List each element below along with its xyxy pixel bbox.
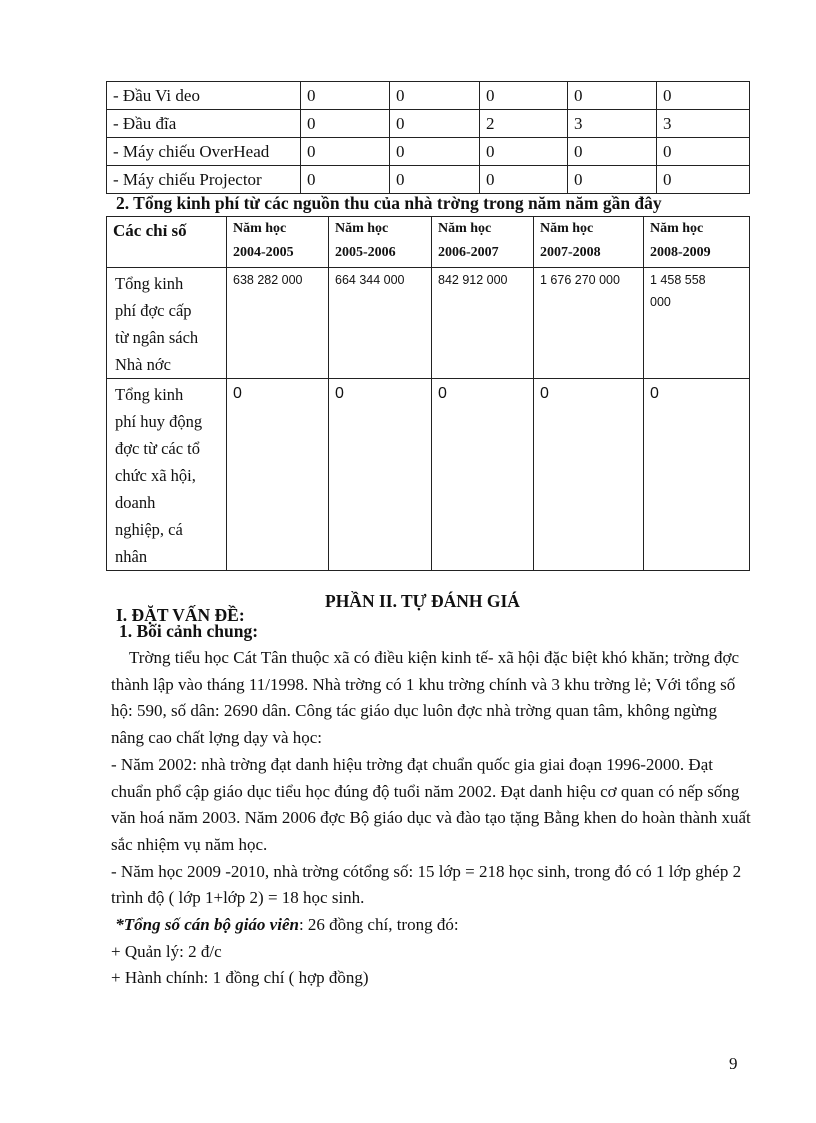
- staff-label: *Tổng số cán bộ giáo viên: [115, 915, 299, 935]
- section-heading: I. ĐẶT VẤN ĐỀ:: [116, 605, 245, 625]
- table-cell: 0: [432, 379, 534, 571]
- row-label-line: nhân: [115, 547, 148, 566]
- table-cell: 0: [390, 110, 480, 138]
- page-number: 9: [729, 1054, 738, 1073]
- staff-text: : 26 đồng chí, trong đó:: [298, 915, 459, 935]
- table-cell: 1 458 558 000: [644, 268, 750, 379]
- column-header-year: [534, 217, 644, 268]
- part-title: PHẦN II. TỰ ĐÁNH GIÁ: [325, 591, 520, 611]
- table-cell: 0: [644, 379, 750, 571]
- year-label: Năm học: [335, 221, 389, 236]
- row-label-line: phí huy động: [115, 412, 203, 431]
- table-cell: 0: [329, 379, 432, 571]
- table-cell: 0: [480, 166, 568, 194]
- column-header-indicators: Các chỉ số: [107, 217, 227, 268]
- row-label-line: đợc từ các tổ: [115, 439, 201, 458]
- table-cell: 0: [657, 166, 750, 194]
- equipment-label: - Đầu đĩa: [107, 110, 301, 138]
- year-range: 2005-2006: [335, 245, 396, 260]
- table-row: [107, 379, 750, 571]
- row-label-line: nghiệp, cá: [115, 520, 183, 539]
- equipment-label: - Máy chiếu OverHead: [107, 138, 301, 166]
- funding-table: [106, 216, 750, 571]
- paragraph: Trờng tiểu học Cát Tân thuộc xã có điều kiện kinh tế- xã hội đặc biệt khó khăn; trờng đợc thành lập vào tháng 11/1998. Nhà trờng có 1 khu trờng chính và 3 khu trờng lẻ; Với tổng số hộ: 590, số dân: 2690 dân. Công tác giáo dục luôn đợc nhà trờng quan tâm, không ngừng nâng cao chất lợng dạy và học:: [111, 648, 740, 748]
- equipment-label: - Đầu Vi deo: [107, 82, 301, 110]
- table-cell: 842 912 000: [432, 268, 534, 379]
- table-header-row: [107, 217, 750, 268]
- table-cell: 1 676 270 000: [534, 268, 644, 379]
- table-cell: 0: [568, 82, 657, 110]
- paragraph: - Năm học 2009 -2010, nhà trờng cótổng số: 15 lớp = 218 học sinh, trong đó có 1 lớp ghép 2 trình độ ( lớp 1+lớp 2) = 18 học sinh.: [111, 861, 742, 908]
- column-header-year: [227, 217, 329, 268]
- table-cell: 0: [301, 82, 390, 110]
- year-label: Năm học: [438, 221, 492, 236]
- table-cell: 0: [301, 110, 390, 138]
- row-label-line: Tổng kinh: [115, 274, 184, 293]
- table-cell: 0: [657, 138, 750, 166]
- table-cell: 2: [480, 110, 568, 138]
- year-label: Năm học: [540, 221, 594, 236]
- column-header-year: [432, 217, 534, 268]
- table-cell: 3: [657, 110, 750, 138]
- column-header-year: [644, 217, 750, 268]
- paragraph: - Năm 2002: nhà trờng đạt danh hiệu trờng đạt chuẩn quốc gia giai đoạn 1996-2000. Đạt chuẩn phổ cập giáo dục tiểu học đúng độ tuổi năm 2002. Đạt danh hiệu cơ quan có nếp sống văn hoá năm 2003. Năm 2006 đợc Bộ giáo dục và đào tạo tặng Bằng khen do hoàn thành xuất sắc nhiệm vụ năm học.: [111, 754, 751, 854]
- year-label: Năm học: [233, 221, 287, 236]
- year-range: 2006-2007: [438, 245, 499, 260]
- staff-summary: [111, 912, 751, 939]
- row-label-line: từ ngân sách: [115, 328, 199, 347]
- year-range: 2004-2005: [233, 245, 294, 260]
- row-label-line: chức xã hội,: [115, 466, 196, 485]
- table-row: [107, 138, 750, 166]
- row-label-line: phí đợc cấp: [115, 301, 192, 320]
- table-cell: 0: [227, 379, 329, 571]
- year-range: 2008-2009: [650, 245, 711, 260]
- table-cell: 0: [390, 82, 480, 110]
- table-cell: 0: [480, 82, 568, 110]
- year-label: Năm học: [650, 221, 704, 236]
- subsection-heading: 1. Bối cảnh chung:: [119, 621, 259, 641]
- row-label-line: Nhà nớc: [115, 355, 171, 374]
- table-row: [107, 110, 750, 138]
- year-range: 2007-2008: [540, 245, 601, 260]
- table-cell: 664 344 000: [329, 268, 432, 379]
- row-label-line: Tổng kinh: [115, 385, 184, 404]
- row-label: [107, 379, 227, 571]
- table-cell: 638 282 000: [227, 268, 329, 379]
- table-cell: 0: [568, 138, 657, 166]
- row-label-line: doanh: [115, 493, 156, 512]
- section-title: 2. Tổng kinh phí từ các nguồn thu của nhà trờng trong năm năm gần đây: [116, 193, 662, 213]
- body-text: [111, 645, 751, 992]
- table-cell: 0: [534, 379, 644, 571]
- list-item: + Quản lý: 2 đ/c: [111, 941, 222, 961]
- equipment-label: - Máy chiếu Projector: [107, 166, 301, 194]
- list-item: + Hành chính: 1 đồng chí ( hợp đồng): [111, 968, 369, 988]
- table-cell: 0: [390, 138, 480, 166]
- table-cell: 0: [301, 138, 390, 166]
- column-header-year: [329, 217, 432, 268]
- table-cell: 3: [568, 110, 657, 138]
- row-label: [107, 268, 227, 379]
- table-cell: 0: [480, 138, 568, 166]
- table-cell: 0: [301, 166, 390, 194]
- table-cell: 0: [390, 166, 480, 194]
- table-row: [107, 82, 750, 110]
- table-row: [107, 268, 750, 379]
- equipment-table: [106, 81, 750, 194]
- table-cell: 0: [568, 166, 657, 194]
- table-row: [107, 166, 750, 194]
- table-cell: 0: [657, 82, 750, 110]
